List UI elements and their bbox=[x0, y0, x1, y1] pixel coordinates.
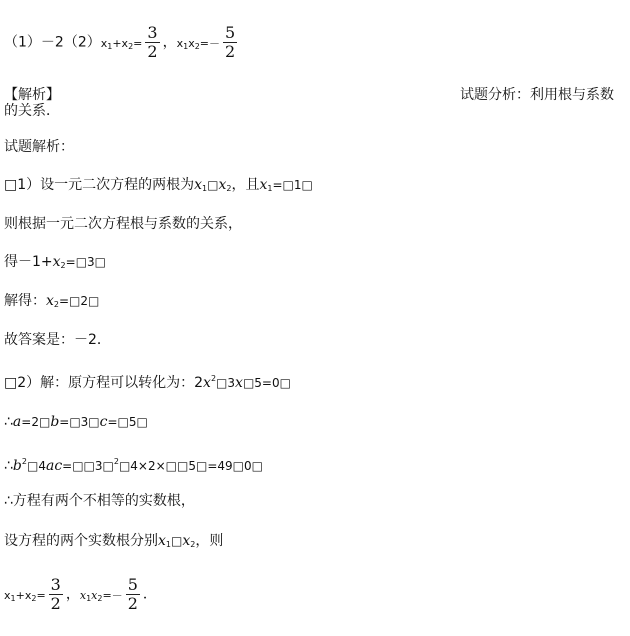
step-1-roots: □1）设一元二次方程的两根为$x_1□x_2$，且$x_1=□1□$ bbox=[4, 177, 313, 193]
final-sum: $x_1+x_2=$ bbox=[4, 588, 46, 603]
sum-term: $x_1+x_2=$ bbox=[100, 36, 143, 51]
final-fraction-five-halves: $\frac{5}{2}$ bbox=[127, 575, 138, 613]
step-discriminant: $\therefore b^2□4ac=□□3□^2□4\times 2\times□□5□=49□0□$ bbox=[4, 457, 263, 474]
final-product: $x_1x_2=-$ bbox=[79, 588, 123, 603]
final-fraction-three-halves: $\frac{3}{2}$ bbox=[50, 575, 61, 613]
fraction-three-halves: $\frac{3}{2}$ bbox=[147, 23, 158, 61]
answer-line bbox=[4, 24, 240, 61]
answer-part-label: （1）－2（2） bbox=[4, 34, 101, 51]
separator: ， bbox=[162, 34, 177, 51]
step-obtain: 得$-1+x_2=□3□$ bbox=[4, 254, 107, 270]
final-result: $x_1+x_2=$ $\frac{3}{2}$ ，$x_1x_2=-$ $\frac{5}{2}$ ． bbox=[4, 575, 157, 613]
step-two-roots: ∴方程有两个不相等的实数根， bbox=[4, 493, 195, 509]
step-let-roots: 设方程的两个实数根分别$x_1□x_2$，则 bbox=[4, 533, 224, 549]
step-coefficients: ∴a=2□b=□3□c=□5□ bbox=[4, 414, 148, 430]
step-2-transform: □2）解：原方程可以转化为：$2x^2□3x□5=0□$ bbox=[4, 374, 291, 391]
analysis-summary: 试题分析：利用根与系数 bbox=[460, 87, 614, 103]
fraction-five-halves: $\frac{5}{2}$ bbox=[225, 23, 236, 61]
product-term: $x_1x_2=-$ bbox=[176, 36, 221, 51]
step-relation: 则根据一元二次方程根与系数的关系， bbox=[4, 216, 242, 232]
analysis-continuation: 的关系． bbox=[4, 103, 60, 119]
analysis-heading: 【解析】 bbox=[4, 87, 60, 103]
solution-title: 试题解析： bbox=[4, 139, 74, 155]
step-solve: 解得：$x_2=□2□$ bbox=[4, 293, 100, 309]
step-answer: 故答案是：－2． bbox=[4, 332, 111, 348]
